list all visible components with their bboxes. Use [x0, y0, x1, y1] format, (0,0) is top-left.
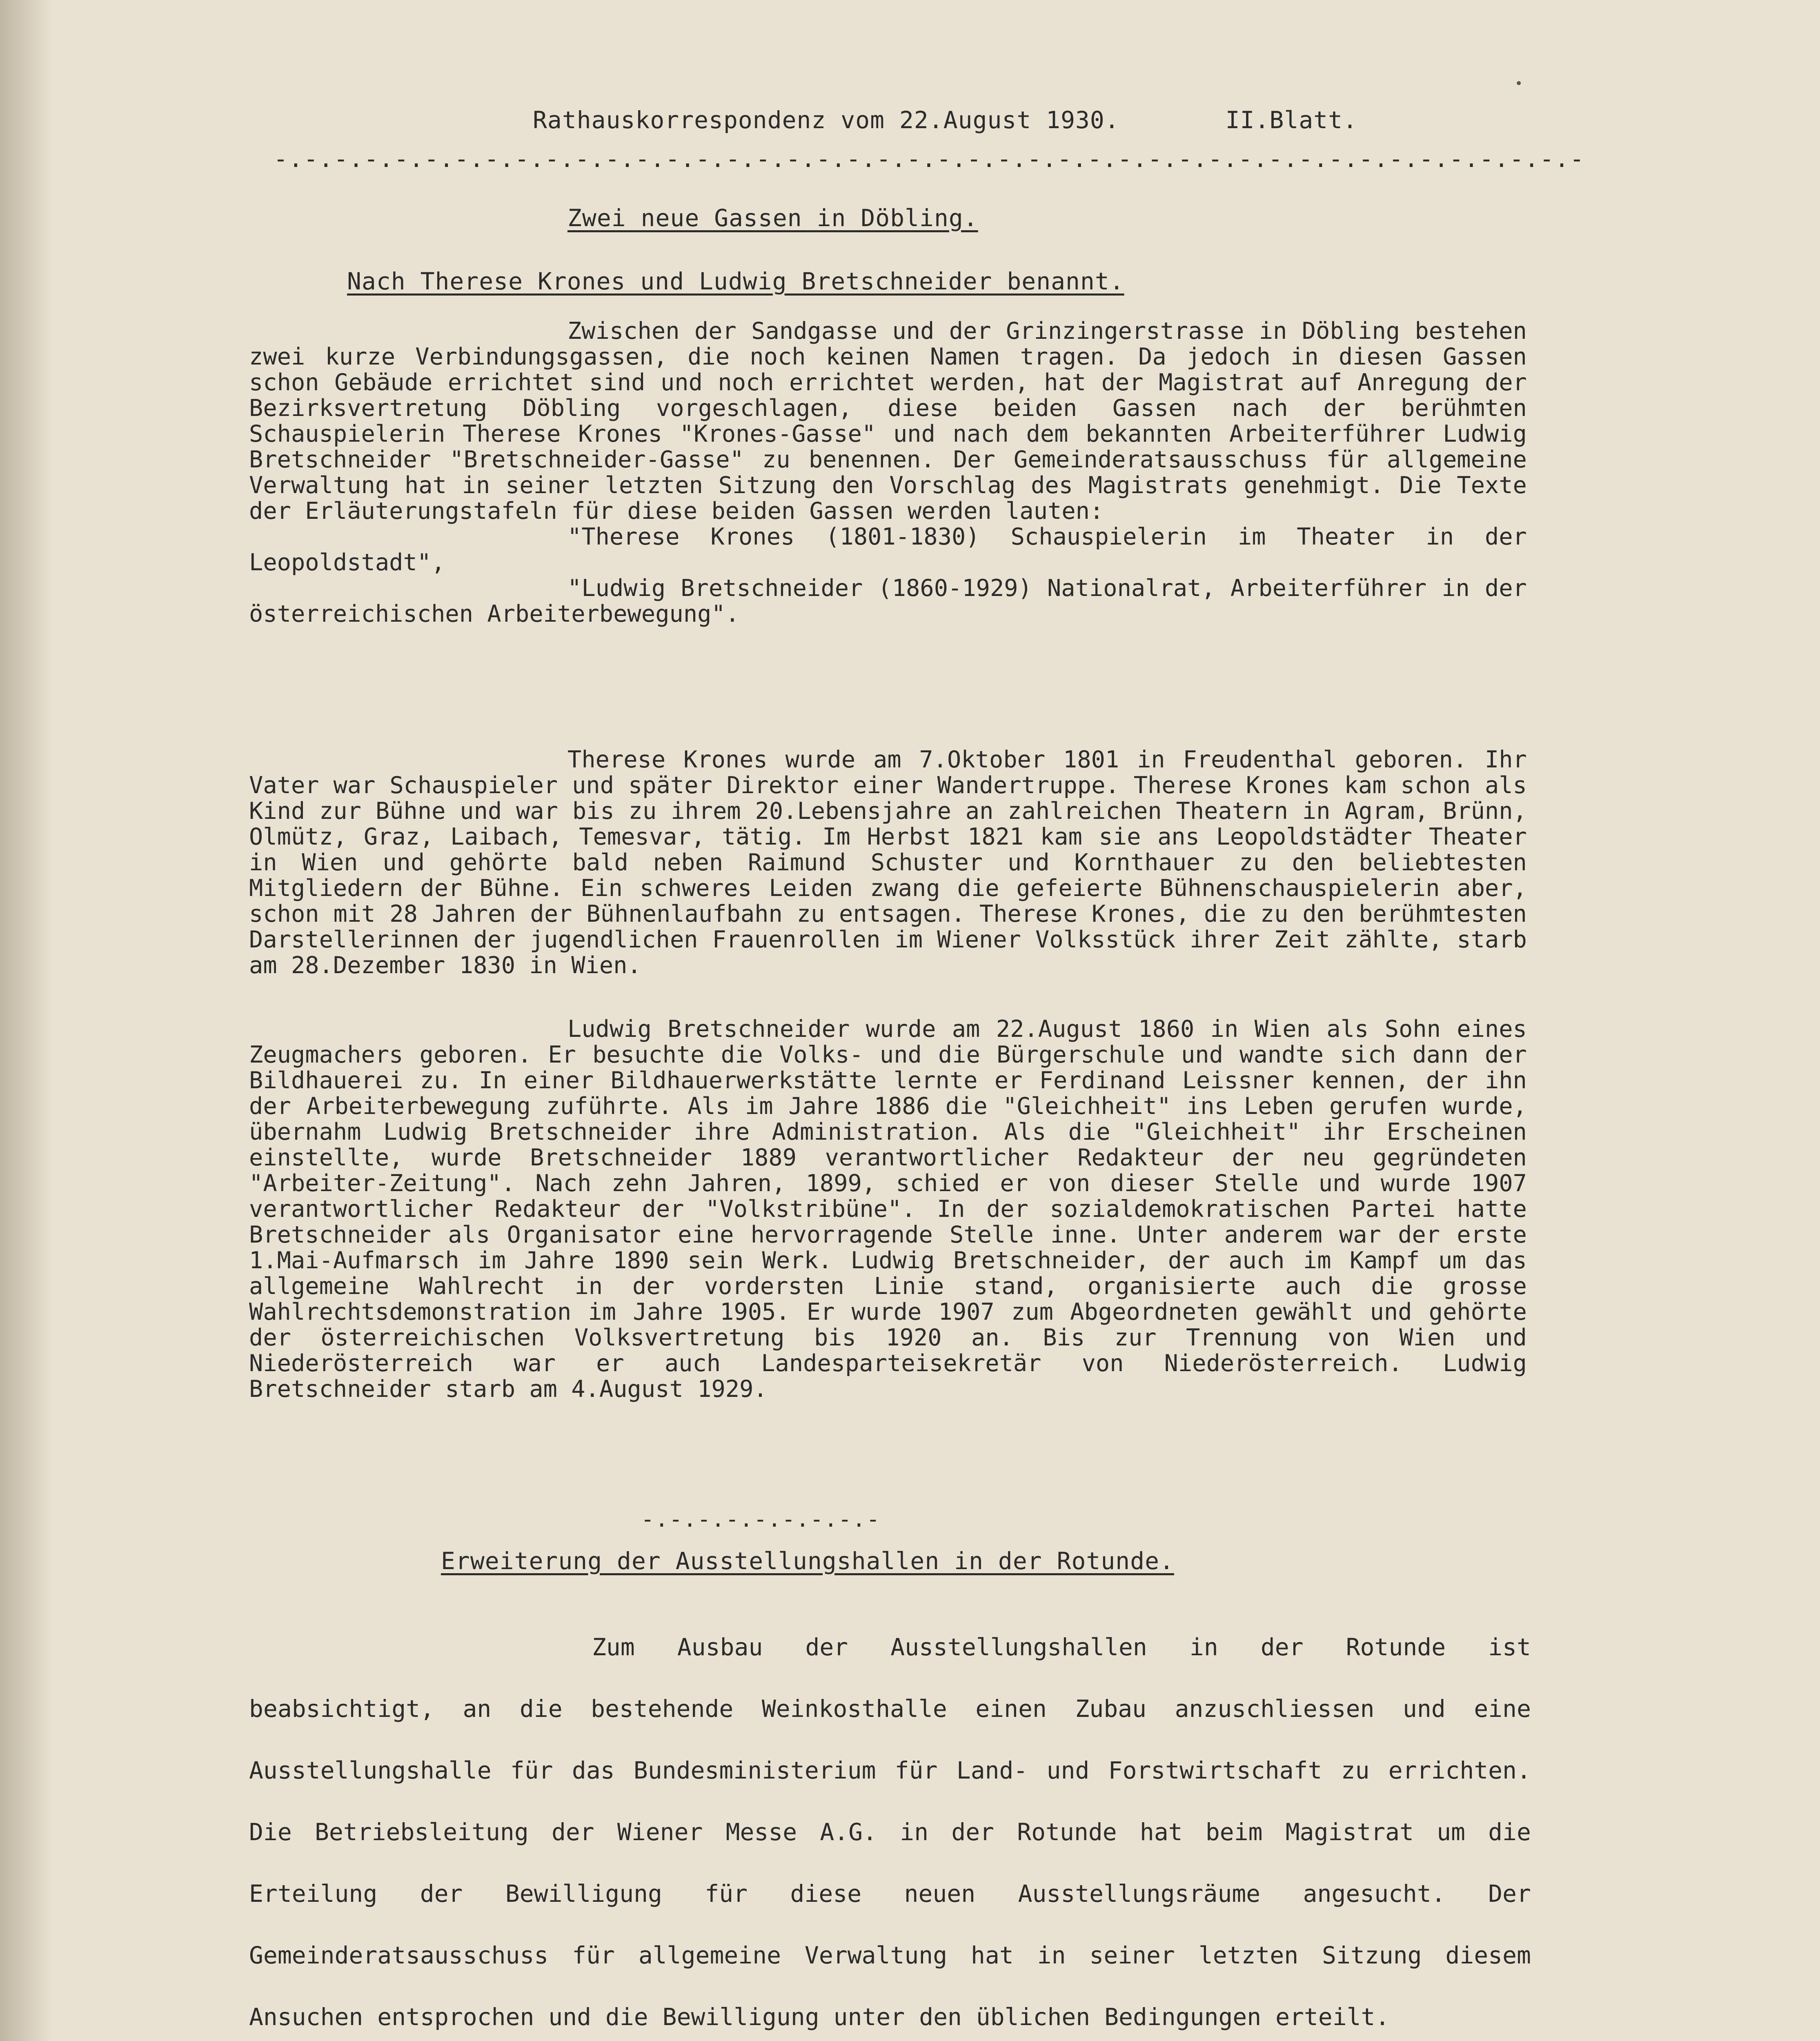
header-separator: -.-.-.-.-.-.-.-.-.-.-.-.-.-.-.-.-.-.-.-.-.-.-.-.-.-.-.-.-.-.-.-.-.-.-.-.-.-.-.-.-.-.-.- [274, 145, 1585, 173]
article1-separator: -.-.-.-.-.-.-.-.- [641, 1506, 881, 1532]
page-mark: • [1515, 76, 1523, 92]
article1-title: Zwei neue Gassen in Döbling. [567, 204, 978, 232]
document-page [53, 0, 1820, 2041]
article1-subtitle: Nach Therese Krones und Ludwig Bretschneider benannt. [347, 267, 1124, 295]
article1-para3: Ludwig Bretschneider wurde am 22.August 1860 in Wien als Sohn eines Zeugmachers geboren. Er besuchte die Volks- und die Bürgerschule und wandte sich dann der Bildhauerei zu. In einer Bildhauerwerkstätte lernte er Ferdinand Leissner kennen, der ihn der Arbeiterbewegung zuführte. Als im Jahre 1886 die "Gleichheit" ins Leben gerufen wurde, übernahm Ludwig Bretschneider ihre Administration. Als die "Gleichheit" ihr Erscheinen einstellte, wurde Bretschneider 1889 verantwortlicher Redakteur der neu gegründeten "Arbeiter-Zeitung". Nach zehn Jahren, 1899, schied er von dieser Stelle und wurde 1907 verantwortlicher Redakteur der "Volkstribüne". In der sozialdemokratischen Partei hatte Bretschneider als Organisator eine hervorragende Stelle inne. Unter anderem war der erste 1.Mai-Aufmarsch im Jahre 1890 sein Werk. Ludwig Bretschneider, der auch im Kampf um das allgemeine Wahlrecht in der vordersten Linie stand, organisierte auch die grosse Wahlrechtsdemonstration im Jahre 1905. Er wurde 1907 zum Abgeordneten gewählt und gehörte der österreichischen Volksvertretung bis 1920 an. Bis zur Trennung von Wien und Niederösterreich war er auch Landesparteisekretär von Niederösterreich. Ludwig Bretschneider starb am 4.August 1929. [249, 1016, 1527, 1403]
article1-para2: Therese Krones wurde am 7.Oktober 1801 in Freudenthal geboren. Ihr Vater war Schauspieler und später Direktor einer Wandertruppe. Therese Krones kam schon als Kind zur Bühne und war bis zu ihrem 20.Lebensjahre an zahlreichen Theatern in Agram, Brünn, Olmütz, Graz, Laibach, Temesvar, tätig. Im Herbst 1821 kam sie ans Leopoldstädter Theater in Wien und gehörte bald neben Raimund Schuster und Kornthauer zu den beliebtesten Mitgliedern der Bühne. Ein schweres Leiden zwang die gefeierte Bühnenschauspielerin aber, schon mit 28 Jahren der Bühnenlaufbahn zu entsagen. Therese Krones, die zu den berühmtesten Darstellerinnen der jugendlichen Frauenrollen im Wiener Volksstück ihrer Zeit zählte, starb am 28.Dezember 1830 in Wien. [249, 746, 1527, 979]
article2-para: Zum Ausbau der Ausstellungshallen in der Rotunde ist beabsichtigt, an die bestehende Weinkosthalle einen Zubau anzuschliessen und eine Ausstellungshalle für das Bundesministerium für Land- und Forstwirtschaft zu errichten. Die Betriebsleitung der Wiener Messe A.G. in der Rotunde hat beim Magistrat um die Erteilung der Bewilligung für diese neuen Ausstellungsräume angesucht. Der Gemeinderatsausschuss für allgemeine Verwaltung hat in seiner letzten Sitzung diesem Ansuchen entsprochen und die Bewilligung unter den üblichen Bedingungen erteilt. [249, 1633, 1531, 2031]
article2-title: Erweiterung der Ausstellungshallen in der Rotunde. [441, 1547, 1174, 1575]
article1-para1: Zwischen der Sandgasse und der Grinzingerstrasse in Döbling bestehen zwei kurze Verbindungsgassen, die noch keinen Namen tragen. Da jedoch in diesen Gassen schon Gebäude errichtet sind und noch errichtet werden, hat der Magistrat auf Anregung der Bezirksvertretung Döbling vorgeschlagen, diese beiden Gassen nach der berühmten Schauspielerin Therese Krones "Krones-Gasse" und nach dem bekannten Arbeiterführer Ludwig Bretschneider "Bretschneider-Gasse" zu benennen. Der Gemeinderatsausschuss für allgemeine Verwaltung hat in seiner letzten Sitzung den Vorschlag des Magistrats genehmigt. Die Texte der Erläuterungstafeln für diese beiden Gassen werden lauten: [249, 318, 1527, 525]
book-binding-edge [0, 0, 53, 2041]
article1-krones-block [249, 747, 1527, 978]
article1-intro-block [249, 318, 1527, 627]
page-header [533, 106, 1357, 134]
header-sheet: II.Blatt. [1225, 106, 1358, 134]
article2-block [249, 1616, 1531, 2041]
article1-quote1: "Therese Krones (1801-1830) Schauspielerin im Theater in der Leopoldstadt", [249, 523, 1527, 576]
article1-bretschneider-block [249, 1016, 1527, 1402]
header-title: Rathauskorrespondenz vom 22.August 1930. [533, 106, 1119, 134]
article1-quote2: "Ludwig Bretschneider (1860-1929) Nationalrat, Arbeiterführer in der österreichischen Arbeiterbewegung". [249, 575, 1527, 627]
